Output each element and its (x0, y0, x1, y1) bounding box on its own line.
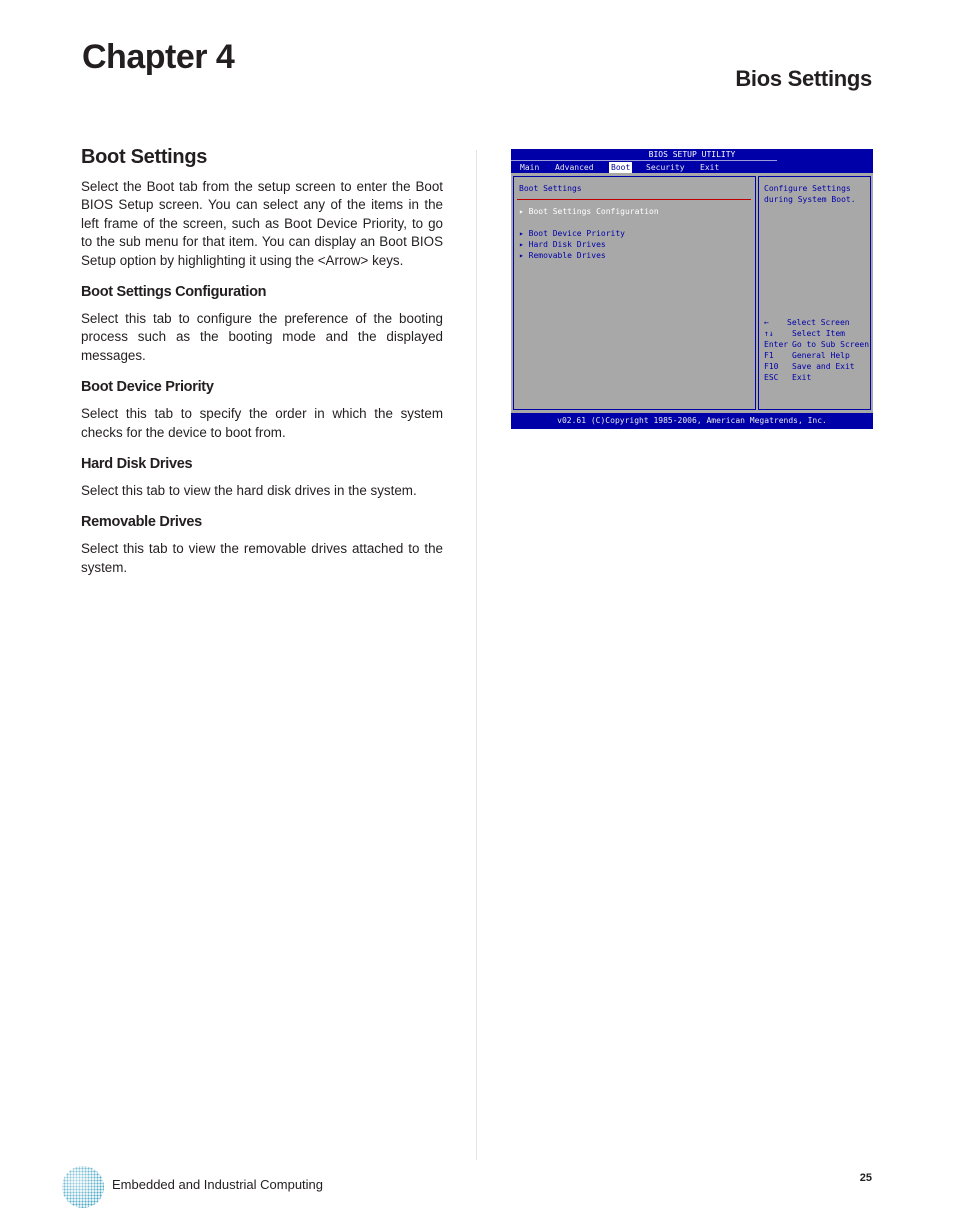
bios-key-desc: Select Item (792, 329, 845, 338)
bios-panel-title: Boot Settings (519, 184, 582, 193)
bios-key: ← (764, 318, 769, 327)
item-heading: Boot Device Priority (81, 379, 214, 396)
column-divider (476, 150, 477, 1160)
bios-key-desc: General Help (792, 351, 850, 360)
bios-title: BIOS SETUP UTILITY (648, 150, 736, 159)
bios-copyright-bar: v02.61 (C)Copyright 1985-2006, American Megatrends, Inc. (511, 413, 873, 429)
item-text: Select this tab to view the removable drives attached to the system. (81, 541, 443, 575)
text-column (81, 146, 443, 591)
bios-tab-underline (511, 160, 777, 161)
bios-key-desc: Go to Sub Screen (792, 340, 870, 349)
section-title: Bios Settings (735, 66, 872, 91)
item-heading: Boot Settings Configuration (81, 284, 267, 301)
bios-separator (517, 199, 751, 200)
bios-menu-item-removable-drives[interactable]: ▸ Removable Drives (519, 251, 606, 260)
bios-help-line: Configure Settings (764, 184, 851, 193)
bios-menu-item-hard-disk-drives[interactable]: ▸ Hard Disk Drives (519, 240, 606, 249)
item-text: Select this tab to specify the order in which the system checks for the device to boot from. (81, 406, 443, 440)
bios-key: F1 (764, 351, 774, 360)
footer-text: Embedded and Industrial Computing (112, 1177, 324, 1192)
page-number: 25 (859, 1172, 872, 1184)
bios-key-desc: Save and Exit (792, 362, 855, 371)
item-text: Select this tab to view the hard disk drives in the system. (81, 483, 417, 499)
item-heading: Removable Drives (81, 514, 202, 531)
bios-key: ↑↓ (764, 329, 774, 338)
intro-paragraph: Select the Boot tab from the setup screen to enter the Boot BIOS Setup screen. You can select any of the items in the left frame of the screen, such as Boot Device Priority, to go to the sub menu for that item. You can display an Boot BIOS Setup option by highlighting it using the <Arrow> keys. (81, 179, 443, 268)
bios-key-desc: Exit (792, 373, 812, 382)
item-heading: Hard Disk Drives (81, 456, 193, 473)
bios-tab-exit[interactable]: Exit (700, 163, 720, 172)
bios-key: F10 (764, 362, 779, 371)
bios-help-line: during System Boot. (764, 195, 856, 204)
bios-tab-main[interactable]: Main (520, 163, 540, 172)
page-heading: Boot Settings (81, 146, 208, 168)
globe-logo-icon (60, 1164, 106, 1210)
bios-tab-advanced[interactable]: Advanced (555, 163, 594, 172)
bios-key: Enter (764, 340, 789, 349)
bios-menu-item-boot-device-priority[interactable]: ▸ Boot Device Priority (519, 229, 625, 238)
bios-tab-security[interactable]: Security (646, 163, 685, 172)
bios-menu-item-boot-settings-configuration[interactable]: ▸ Boot Settings Configuration (519, 207, 659, 216)
bios-tab-boot[interactable]: Boot (611, 163, 631, 172)
chapter-title: Chapter 4 (82, 38, 235, 76)
bios-key: ESC (764, 373, 779, 382)
bios-screenshot (511, 149, 873, 429)
item-text: Select this tab to configure the preference of the booting process such as the booting mode and the displayed messages. (81, 311, 443, 363)
bios-key-desc: Select Screen (787, 318, 850, 327)
